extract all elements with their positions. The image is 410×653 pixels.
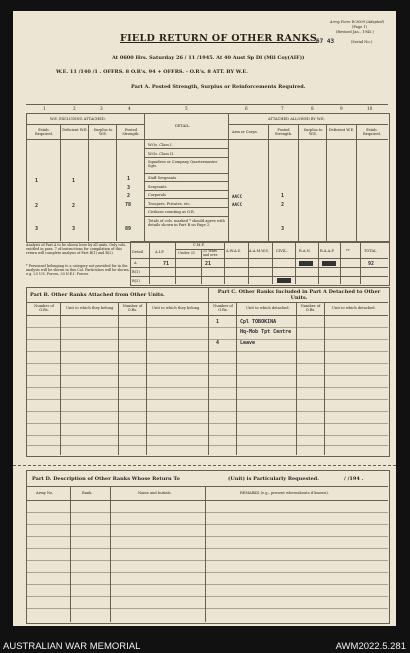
attached-allowed-header: ATTACHED ALLOWED BY W.E. bbox=[268, 117, 325, 121]
col-arm-corps: Arm or Corps. bbox=[232, 130, 258, 134]
part-d-title: Part D. Description of Other Ranks Whose Return To bbox=[32, 476, 180, 482]
detail-staff-sgts: Staff Sergeants bbox=[148, 176, 177, 180]
analysis-col-ran: R.A.N. bbox=[299, 249, 311, 253]
entry-def-pte: 2 bbox=[72, 203, 76, 209]
at-line: At 0600 Hrs. Saturday 26 / 11 /1945. At 40 Aust Sp Dl (Mil Coy(AIF)) bbox=[112, 55, 305, 61]
detail-header: DETAIL. bbox=[175, 124, 191, 128]
analysis-col-aif: A.I.F. bbox=[155, 250, 165, 254]
part-b-col-num-1: Number of O.Rs. bbox=[34, 304, 54, 312]
col-num-7: 7 bbox=[281, 106, 284, 111]
entry-estab-total: 3 bbox=[35, 226, 39, 232]
detail-cqms: Squadron or Company Quartermaster Sgts. bbox=[148, 160, 218, 168]
col-att-surplus: Surplus to W.E. bbox=[303, 128, 323, 136]
redaction-civil bbox=[277, 278, 291, 283]
footer-institution: AUSTRALIAN WAR MEMORIAL bbox=[3, 641, 141, 652]
part-b-col-unit-1: Unit to which they belong bbox=[66, 306, 114, 310]
entry-att-total: 3 bbox=[281, 226, 285, 232]
analysis-col-awas: A.W.A.S. bbox=[226, 249, 242, 253]
serial-label: (Serial No.) bbox=[351, 40, 373, 44]
entry-arm-cpl: AACC bbox=[232, 194, 243, 199]
detail-wo1: W.Os. Class I. bbox=[148, 143, 173, 147]
entry-def-total: 3 bbox=[72, 226, 76, 232]
col-num-8: 8 bbox=[311, 106, 314, 111]
entry-posted-cpl: 2 bbox=[127, 193, 131, 199]
col-num-10: 10 bbox=[367, 106, 373, 111]
part-b-col-unit-2: Unit to which they belong bbox=[152, 306, 200, 310]
detail-sergeants: Sergeants bbox=[148, 185, 167, 189]
analysis-col-21over: 21 Years and over. bbox=[203, 249, 218, 257]
entry-posted-pte: 78 bbox=[125, 202, 132, 208]
col-att-posted: Posted Strength. bbox=[274, 128, 293, 136]
we-excl-header: W.E. EXCLUDING ATTACHED. bbox=[50, 117, 106, 121]
part-c-col-unit-2: Unit to which detached. bbox=[332, 306, 376, 310]
analysis-col-detail: Detail bbox=[132, 250, 143, 254]
analysis-col-extra: ** bbox=[346, 249, 350, 253]
part-d-col-rank: Rank. bbox=[82, 491, 93, 495]
part-c-col-unit-1: Unit to which detached. bbox=[246, 306, 290, 310]
detail-privates: Troopers, Privates, etc. bbox=[148, 202, 191, 206]
entry-posted-ssgt: 1 bbox=[127, 176, 131, 182]
analysis-col-civil: CIVIL. bbox=[276, 249, 288, 253]
entry-estab-sgt: 1 bbox=[35, 178, 39, 184]
analysis-row-a: A bbox=[134, 261, 137, 265]
cut-line bbox=[13, 465, 396, 466]
part-d-col-army-no: Army No. bbox=[36, 491, 54, 495]
col-num-2: 2 bbox=[73, 106, 76, 111]
analysis-row-b2: B(2) bbox=[132, 279, 140, 283]
col-num-6: 6 bbox=[245, 106, 248, 111]
part-b-col-num-2: Number of O.Rs. bbox=[122, 304, 143, 312]
part-c-entry-3-num: 4 bbox=[216, 340, 220, 346]
analysis-col-total: TOTAL bbox=[364, 249, 377, 253]
footer-accession: AWM2022.5.281 bbox=[335, 641, 406, 652]
col-num-9: 9 bbox=[340, 106, 343, 111]
revised-date: (Revised Jan., 1945.) bbox=[336, 30, 374, 34]
redaction-raaf bbox=[322, 261, 336, 266]
analysis-col-raaf: R.A.A.F. bbox=[320, 249, 335, 253]
analysis-col-cmf: C.M.F. bbox=[193, 243, 205, 247]
analysis-col-under21: Under 21 bbox=[178, 251, 196, 255]
detail-civilians: Civilians counting as O.R. bbox=[148, 210, 195, 214]
page-number: (Page 1) bbox=[352, 25, 368, 29]
entry-att-pte: 2 bbox=[281, 202, 285, 208]
detail-wo2: W.Os. Class II. bbox=[148, 152, 175, 156]
col-estab-required: Estab. Required. bbox=[35, 128, 53, 136]
part-b-title: Part B. Other Ranks Attached from Other Units. bbox=[30, 292, 165, 298]
detail-corporals: Corporals bbox=[148, 193, 166, 197]
part-c-col-num-1: Number of O.Rs. bbox=[213, 304, 233, 312]
analysis-row-b1: B(1) bbox=[132, 270, 140, 274]
col-deficient: Deficient W.E. bbox=[62, 128, 88, 132]
entry-att-cpl: 1 bbox=[281, 193, 285, 199]
page-title: FIELD RETURN OF OTHER RANKS bbox=[120, 33, 318, 44]
analysis-aif-value: 71 bbox=[163, 261, 170, 267]
col-num-4: 4 bbox=[128, 106, 131, 111]
part-c-entry-1-unit: Cpl TOBOKINA bbox=[240, 319, 277, 325]
part-c-entry-2-unit: Hq-Mob Tpt Centre bbox=[240, 329, 292, 335]
entry-posted-sgt: 3 bbox=[127, 185, 131, 191]
entry-def-sgt: 1 bbox=[72, 178, 76, 184]
part-d-table bbox=[26, 470, 390, 624]
part-c-title: Part C. Other Ranks Included in Part A Detached to Other Units. bbox=[217, 289, 381, 301]
entry-estab-pte: 2 bbox=[35, 203, 39, 209]
redaction-ran bbox=[299, 261, 313, 266]
col-num-1: 1 bbox=[43, 106, 46, 111]
part-d-title-2: (Unit) is Particularly Requested. bbox=[228, 476, 320, 482]
analysis-total-value: 92 bbox=[368, 261, 375, 267]
part-d-date: / /194 . bbox=[344, 476, 364, 482]
form-number: Army Form W.3009 (Adapted) bbox=[330, 20, 385, 24]
entry-arm-pte: AACC bbox=[232, 202, 243, 207]
analysis-21over-value: 21 bbox=[205, 261, 212, 267]
analysis-col-aamws: A.A.M.W.S. bbox=[249, 249, 269, 253]
col-num-3: 3 bbox=[100, 106, 103, 111]
serial-value: 67 43 bbox=[316, 38, 335, 45]
part-c-col-num-2: Number of O.Rs. bbox=[300, 304, 321, 312]
col-surplus: Surplus to W.E. bbox=[93, 128, 113, 136]
part-d-col-name: Name and Initials. bbox=[138, 491, 172, 495]
col-att-estab: Estab. Required. bbox=[363, 128, 381, 136]
col-posted: Posted Strength. bbox=[122, 128, 140, 136]
part-a-heading: Part A. Posted Strength, Surplus or Reinforcements Required. bbox=[131, 84, 306, 90]
part-c-entry-3-unit: Leave bbox=[240, 340, 256, 346]
detail-totals: Totals of cols. marked * should agree with details shown in Part B on Page 2. bbox=[148, 219, 225, 227]
part-c-entry-1-num: 1 bbox=[216, 319, 220, 325]
part-d-col-remarks: REMARKS (e.g., present whereabouts if known). bbox=[240, 491, 329, 495]
analysis-note: Analysis of Part A to be shown here by all units. Only cols. entitled in para. 7 of instructions for compilation of this return will complete analysis of Part B(1) and B(2). bbox=[26, 243, 127, 255]
col-num-5: 5 bbox=[185, 106, 188, 111]
col-att-deficient: Deficient W.E. bbox=[328, 128, 355, 132]
entry-posted-total: 89 bbox=[125, 226, 132, 232]
analysis-note-2: * Personnel belonging to a category not provided for in the analysis will be shown in this Col. Particulars will be shown, e.g. 20 U.S. Forces, 30 N.E.I. Forces. bbox=[26, 264, 130, 276]
we-line: W.E. 11 /140 /1 . OFFRS. 8 O.R's. 94 + OFFRS. - O.R's. 8 ATT. BY W.E. bbox=[56, 69, 248, 75]
